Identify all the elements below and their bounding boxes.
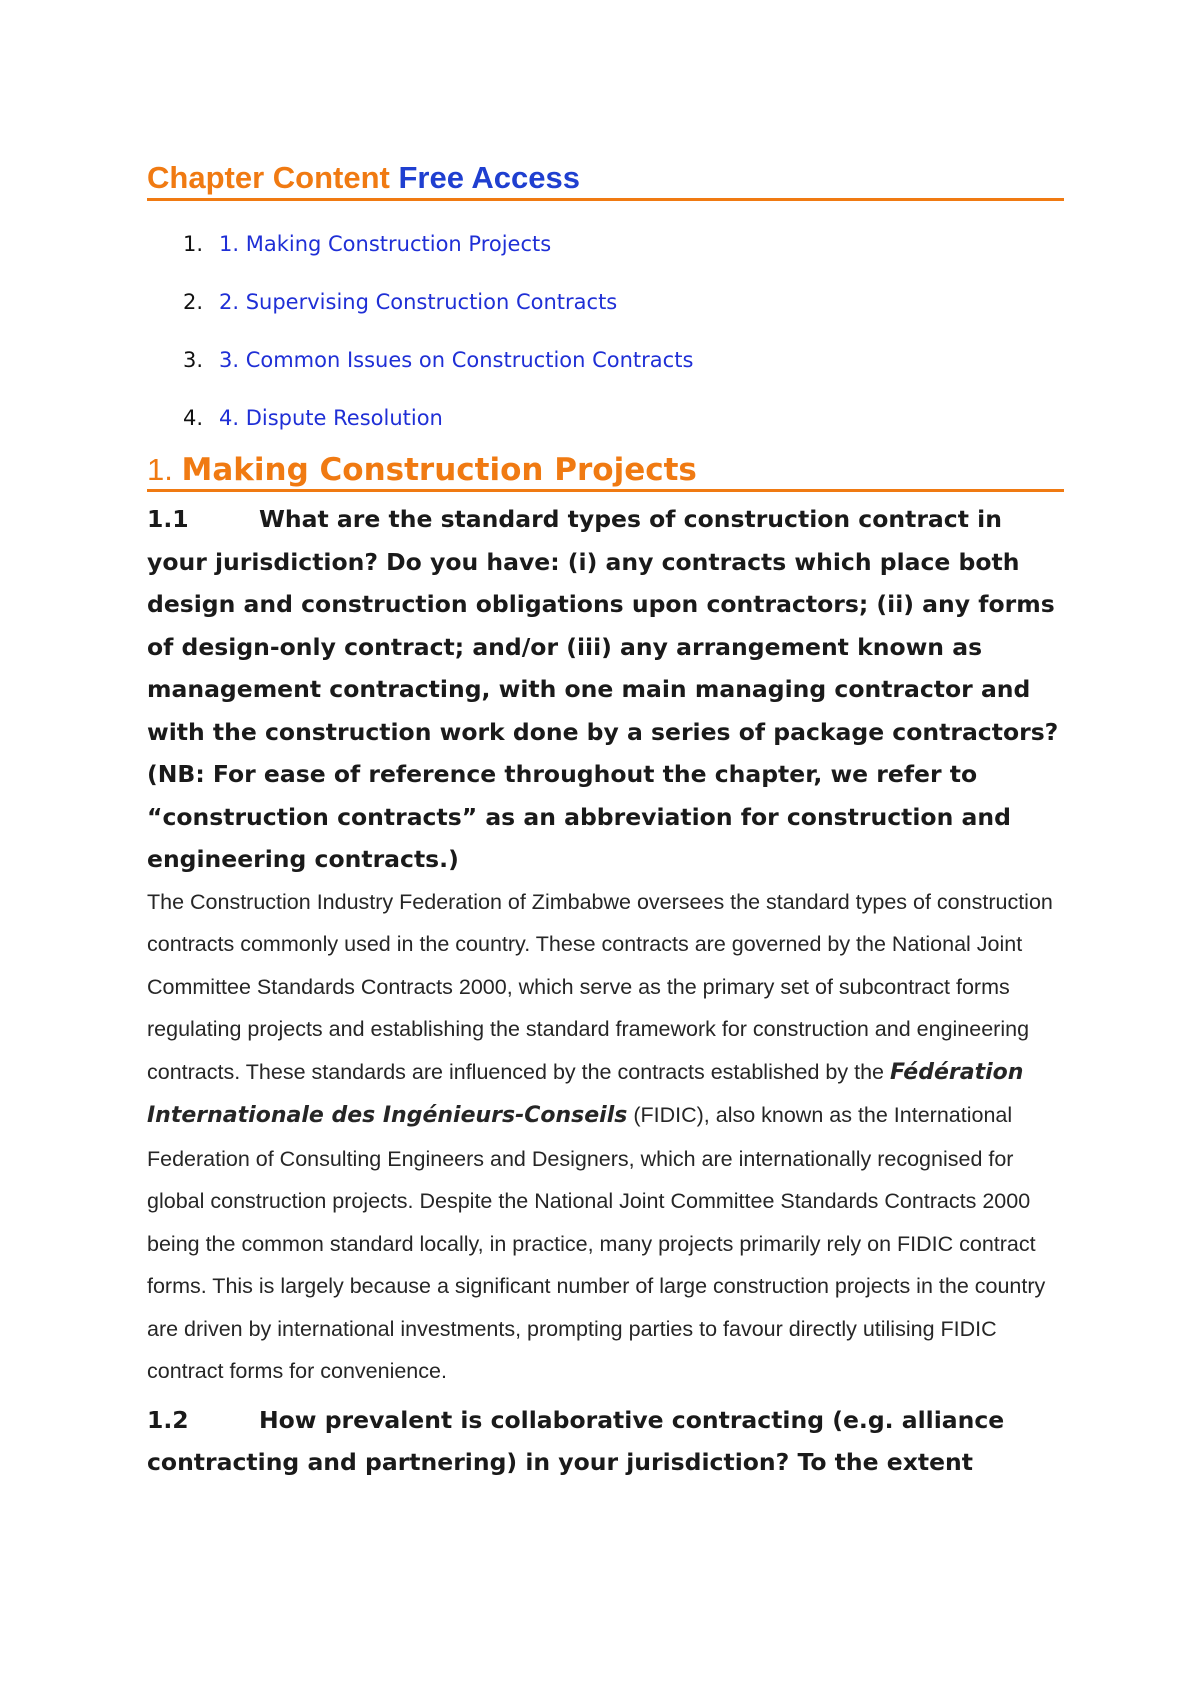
toc-item-number: 4. <box>183 406 204 430</box>
toc-item <box>147 389 1064 447</box>
question-1-1 <box>147 498 1064 881</box>
document-page <box>147 158 1064 1484</box>
toc-item <box>147 331 1064 389</box>
section-number: 1. <box>147 452 173 487</box>
toc-item-number: 3. <box>183 348 204 372</box>
toc-item <box>147 215 1064 273</box>
answer-1-1 <box>147 881 1064 1393</box>
question-text: How prevalent is collaborative contracting (e.g. alliance contracting and partnering) in your jurisdiction? To the extent <box>147 1405 1005 1476</box>
answer-text-part-1: The Construction Industry Federation of Zimbabwe oversees the standard types of construction contracts commonly used in the country. These contracts are governed by the National Joint Committee Standards Contracts 2000, which serve as the primary set of subcontract forms regulating projects and establishing the standard framework for construction and engineering contracts. These standards are influenced by the contracts established by the <box>147 889 1053 1084</box>
answer-italic-term: Fédération Internationale des Ingénieurs-Conseils <box>147 1059 1024 1128</box>
toc-item <box>147 273 1064 331</box>
toc-link-dispute-resolution[interactable]: 4. Dispute Resolution <box>219 406 443 430</box>
question-number: 1.1 <box>147 505 189 533</box>
question-1-2 <box>147 1399 1064 1484</box>
question-number: 1.2 <box>147 1405 189 1434</box>
section-title: Making Construction Projects <box>181 452 697 488</box>
table-of-contents <box>147 215 1064 447</box>
chapter-content-label: Chapter Content <box>147 160 390 195</box>
free-access-label[interactable]: Free Access <box>398 160 580 195</box>
toc-link-making-construction-projects[interactable]: 1. Making Construction Projects <box>219 232 552 256</box>
question-text: What are the standard types of construction contract in your jurisdiction? Do you have: (i) any contracts which place both design and construction obligations upon contractors; (ii) any forms of design-only contract; and/or (iii) any arrangement known as management contracting, with one main managing contractor and with the construction work done by a series of package contractors? (NB: For ease of reference throughout the chapter, we refer to “construction contracts” as an abbreviation for construction and engineering contracts.) <box>147 505 1059 873</box>
answer-text-part-2: (FIDIC), also known as the International Federation of Consulting Engineers and Designers, which are internationally recognised for global construction projects. Despite the National Joint Committee Standards Contracts 2000 being the common standard locally, in practice, many projects primarily rely on FIDIC contract forms. This is largely because a significant number of large construction projects in the country are driven by international investments, prompting parties to favour directly utilising FIDIC contract forms for convenience. <box>147 1103 1046 1383</box>
chapter-content-heading <box>147 158 1064 201</box>
toc-item-number: 1. <box>183 232 204 256</box>
toc-link-common-issues[interactable]: 3. Common Issues on Construction Contracts <box>219 348 694 372</box>
toc-item-number: 2. <box>183 290 204 314</box>
toc-link-supervising-construction-contracts[interactable]: 2. Supervising Construction Contracts <box>219 290 618 314</box>
section-heading <box>147 451 1064 492</box>
